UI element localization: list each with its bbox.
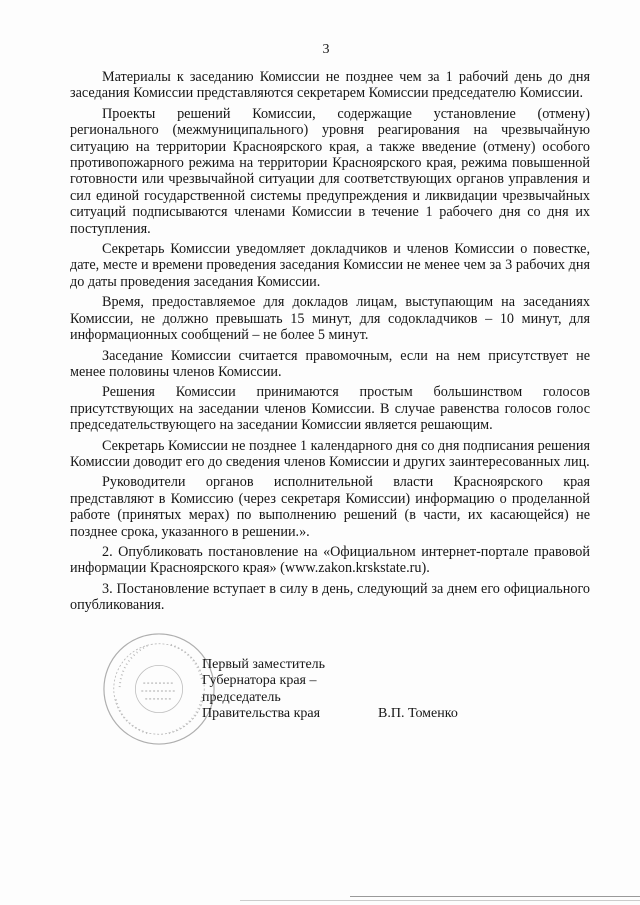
scan-edge-line: [240, 900, 640, 901]
paragraph: 3. Постановление вступает в силу в день, следующий за днем его официального опубликования.: [70, 580, 590, 614]
signatory-title-line: Правительства края: [202, 706, 321, 722]
signatory-name: В.П. Томенко: [378, 706, 458, 721]
paragraph: Материалы к заседанию Комиссии не позднее чем за 1 рабочий день до дня заседания Комиссии представляются секретарем Комиссии председателю Комиссии.: [70, 69, 590, 102]
document-body: [70, 69, 590, 618]
paragraph: Время, предоставляемое для докладов лицам, выступающим на заседаниях Комиссии, не должно превышать 15 минут, для содокладчиков – 10 минут, для информационных сообщений – не более 5 минут.: [70, 294, 590, 344]
official-seal-icon: [100, 630, 218, 748]
signatory-title-line: Первый заместитель: [202, 657, 326, 672]
paragraph: Проекты решений Комиссии, содержащие установление (отмену) регионального (межмуниципального) уровня реагирования на чрезвычайную ситуацию на территории Красноярского края, а также введение (отмену) особого противопожарного режима на территории Красноярского края, режима повышенной готовности или чрезвычайной ситуации для соответствующих органов управления и сил единой государственной системы предупреждения и ликвидации чрезвычайных ситуаций подписываются членами Комиссии в течение 1 рабочего дня со дня их поступления.: [70, 105, 590, 237]
paragraph: Секретарь Комиссии не позднее 1 календарного дня со дня подписания решения Комиссии доводит его до сведения членов Комиссии и других заинтересованных лиц.: [70, 437, 590, 470]
signature-block: [100, 630, 540, 750]
signatory-title: [202, 657, 325, 723]
paragraph: 2. Опубликовать постановление на «Официальном интернет-портале правовой информации Красноярского края» (www.zakon.krskstate.ru).: [70, 543, 590, 577]
signatory-title-line: председатель: [202, 689, 281, 705]
paragraph: Руководители органов исполнительной власти Красноярского края представляют в Комиссию (через секретаря Комиссии) информацию о проделанной работе (принятых мерах) по выполнению решений (в части, их касающейся) не позднее срока, указанного в решении.».: [70, 474, 590, 540]
paragraph: Решения Комиссии принимаются простым большинством голосов присутствующих на заседании членов Комиссии. В случае равенства голосов голос председательствующего на заседании Комиссии является решающим.: [70, 384, 590, 434]
signatory-title-line: Губернатора края –: [202, 673, 317, 689]
paragraph: Заседание Комиссии считается правомочным, если на нем присутствует не менее половины членов Комиссии.: [70, 347, 590, 380]
page-number: 3: [322, 42, 330, 57]
scan-edge-line: [350, 896, 640, 897]
paragraph: Секретарь Комиссии уведомляет докладчиков и членов Комиссии о повестке, дате, месте и времени проведения заседания Комиссии не менее чем за 3 рабочих дня до даты проведения заседания Комиссии.: [70, 241, 590, 290]
